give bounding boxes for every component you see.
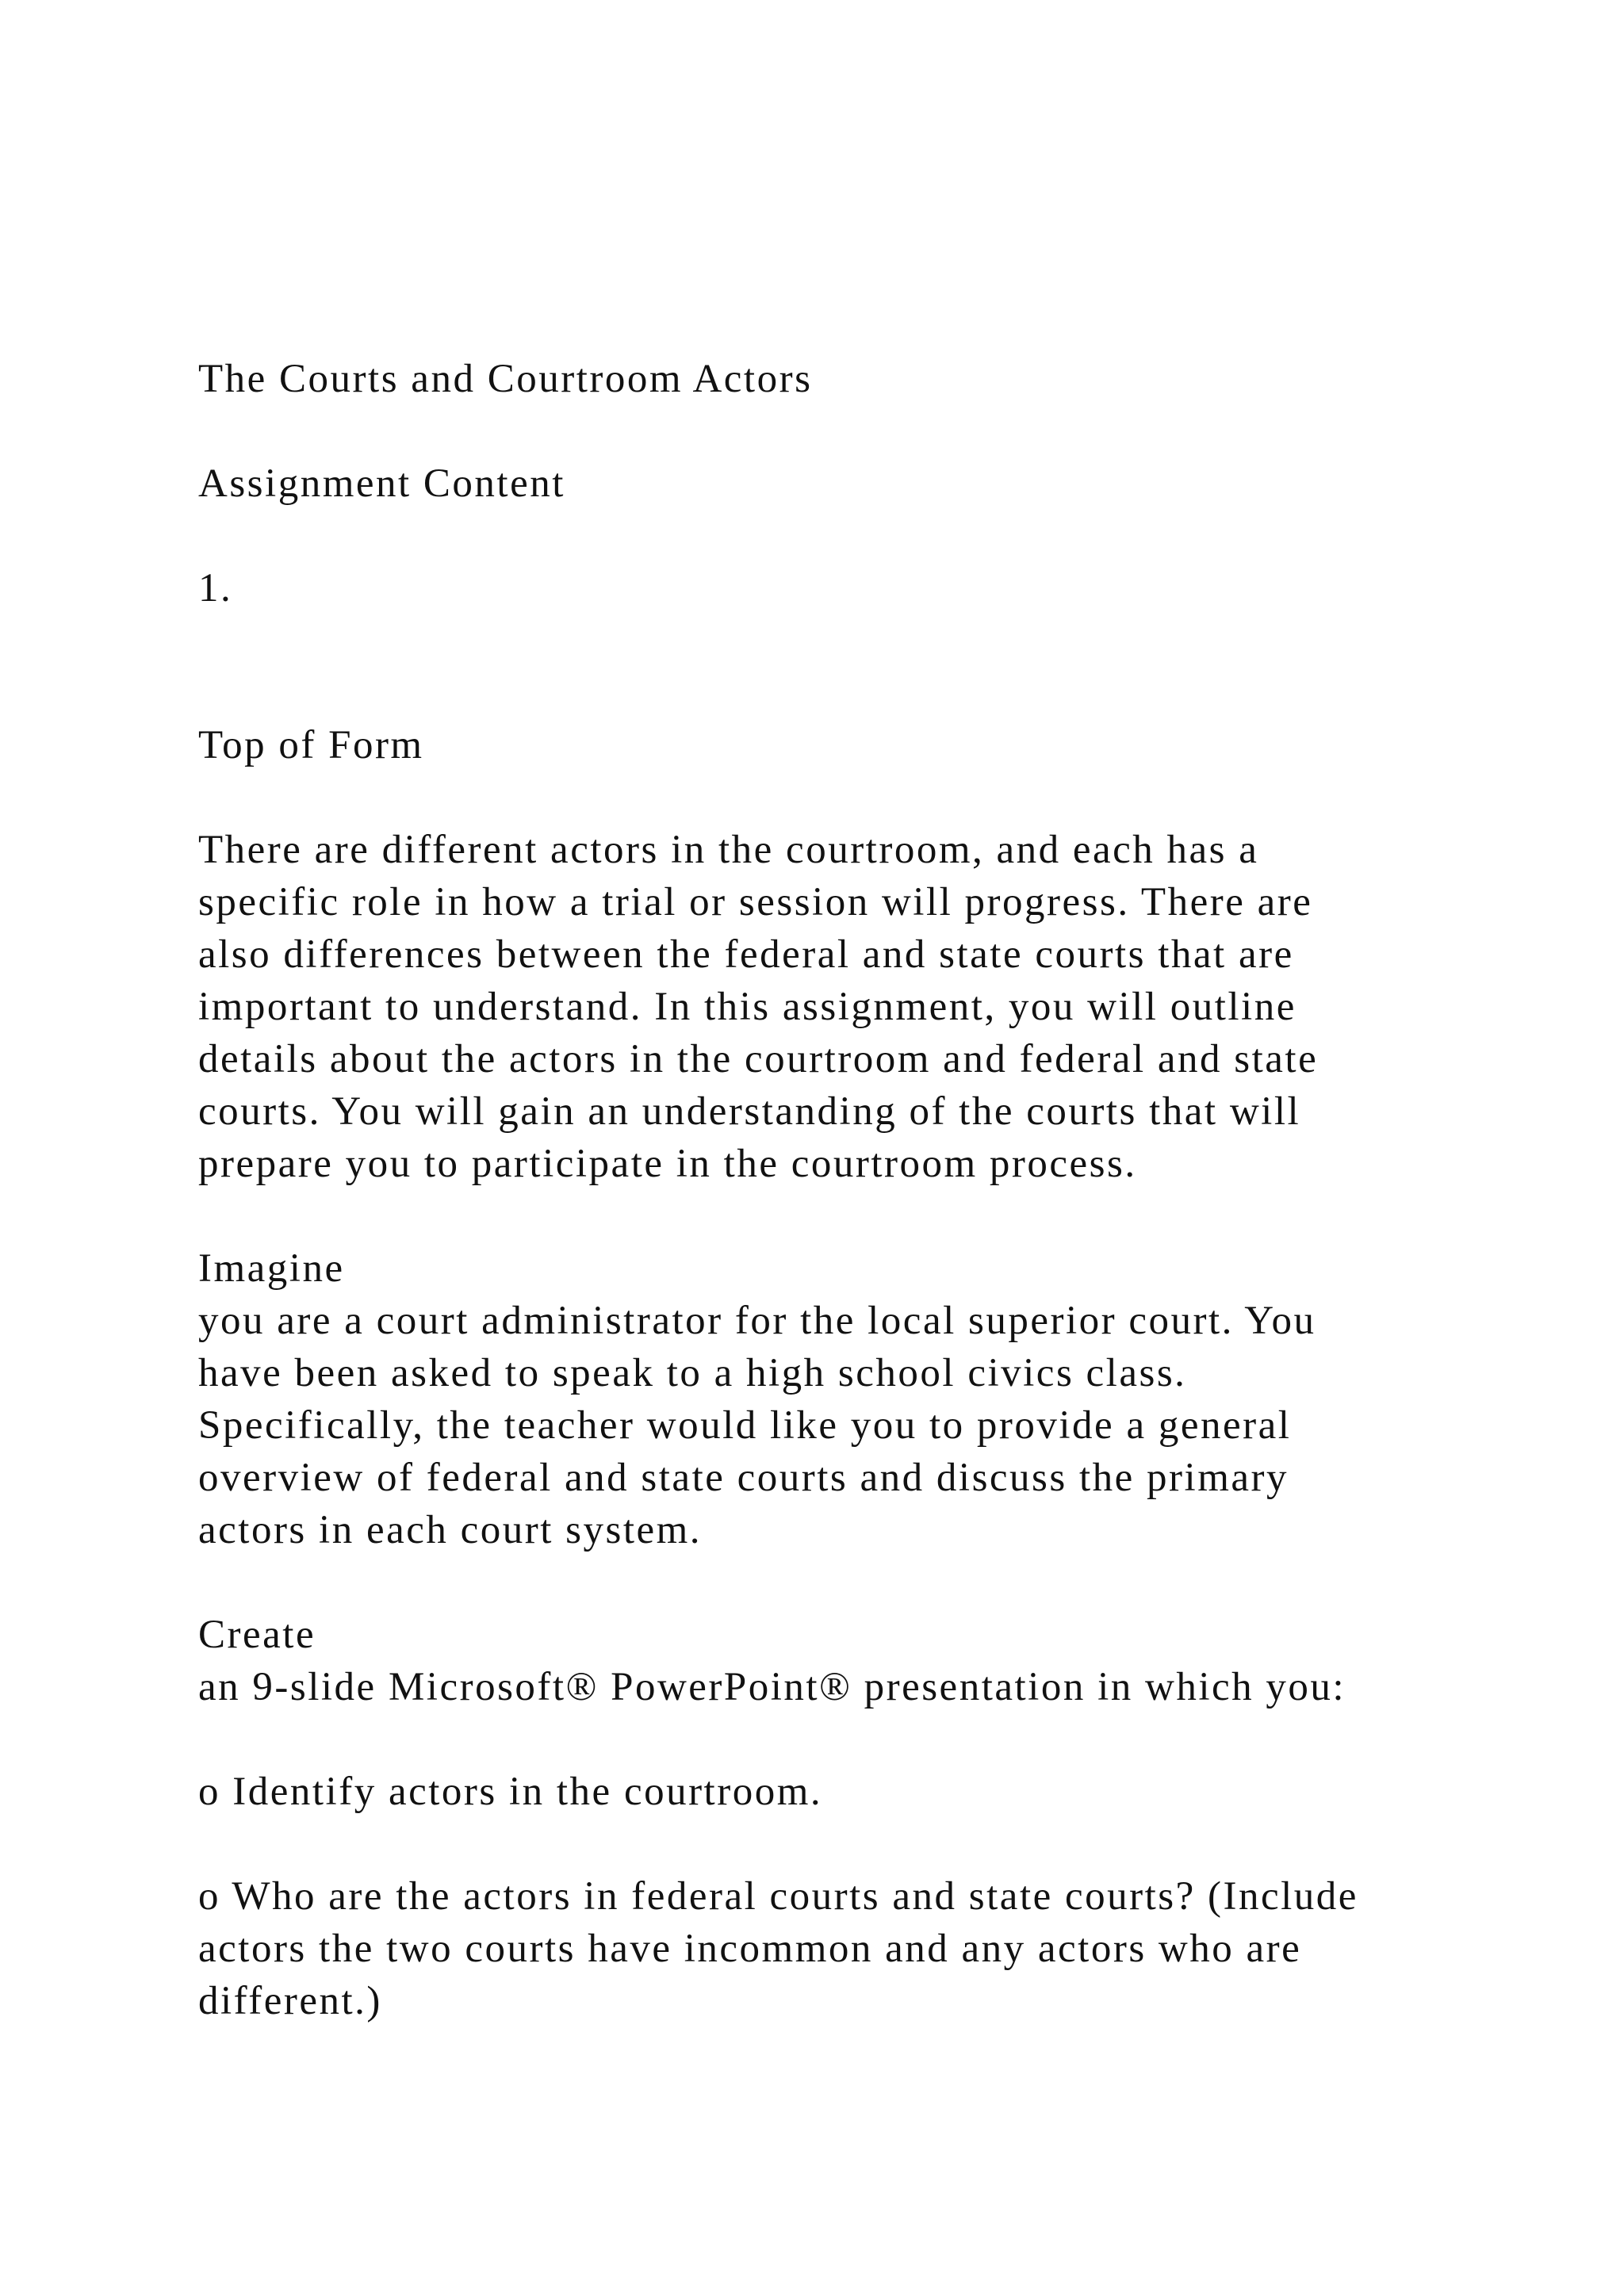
scenario-paragraph: Imagine you are a court administrator for the local superior court. You have been asked to speak to a high school civics class. Specifically, the teacher would like you to provide a general overview of federal and state courts and discuss the primary actors in each court system. (198, 1246, 1316, 1552)
task-paragraph: Create an 9-slide Microsoft® PowerPoint® presentation in which you: (198, 1613, 1346, 1709)
document-body (198, 353, 1507, 2080)
item-number: 1. (198, 566, 233, 610)
intro-paragraph: There are different actors in the courtroom, and each has a specific role in how a trial or session will progress. There are also differences between the federal and state courts that are important to understand. In this assignment, you will outline details about the actors in the courtroom and federal and state courts. You will gain an understanding of the courts that will prepare you to participate in the courtroom process. (198, 828, 1319, 1186)
document-title: The Courts and Courtroom Actors (198, 357, 813, 401)
form-marker: Top of Form (198, 723, 424, 767)
bullet-item: o Identify actors in the courtroom. (198, 1770, 823, 1814)
bullet-item: o Who are the actors in federal courts and state courts? (Include actors the two courts have incommon and any actors who are different.) (198, 1874, 1358, 2023)
section-heading: Assignment Content (198, 461, 565, 506)
